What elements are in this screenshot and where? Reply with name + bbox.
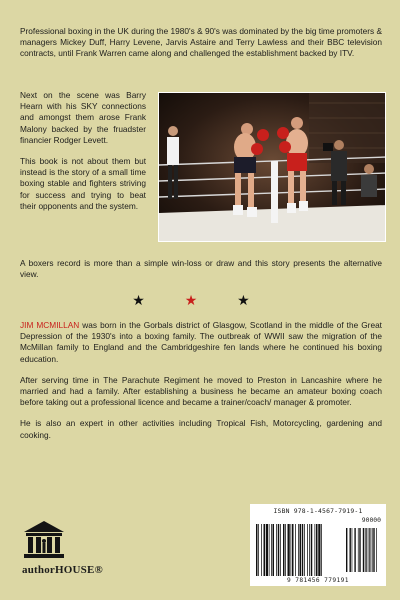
bio-paragraph-1 bbox=[20, 320, 382, 365]
column-paragraph-1: Next on the scene was Barry Hearn with his SKY connections and amongst them arose Frank Malony backed by the fruadster financier Rodger Levett. bbox=[20, 90, 146, 145]
bio-paragraph-3: He is also an expert in other activities including Tropical Fish, Motorcycling, gardening and cooking. bbox=[20, 418, 382, 440]
boxing-match-image bbox=[159, 93, 386, 242]
column-paragraph-2: This book is not about them but instead is the story of a small time boxing stable and fighters striving for success and trying to beat their opponents and the system. bbox=[20, 156, 146, 211]
record-paragraph: A boxers record is more than a simple win-loss or draw and this story presents the alternative view. bbox=[20, 258, 382, 280]
bio-paragraph-1-text: was born in the Gorbals district of Glasgow, Scotland in the middle of the Great Depression of the 1930's into a boxing family. The outbreak of WWII saw the migration of the McMillan family to England and the Cambridgeshire fen lands where he continued his boxing education. bbox=[20, 320, 382, 364]
record-text bbox=[20, 258, 382, 280]
star-icon: ★ bbox=[132, 292, 163, 308]
author-name: JIM MCMILLAN bbox=[20, 320, 80, 330]
boxing-photo bbox=[158, 92, 386, 242]
intro-text bbox=[20, 26, 382, 60]
left-column-text bbox=[20, 90, 146, 222]
barcode-bars bbox=[254, 524, 382, 584]
star-icon: ★ bbox=[184, 292, 216, 308]
star-divider bbox=[0, 293, 400, 307]
isbn-number: ISBN 978-1-4567-7919-1 bbox=[273, 507, 363, 515]
intro-paragraph: Professional boxing in the UK during the 1980's & 90's was dominated by the big time promoters & managers Mickey Duff, Harry Levene, Jarvis Astaire and Terry Lawless and their BBC television contracts, until Frank Warren came along and challenged the establishment backed by ITV. bbox=[20, 26, 382, 59]
price-code: 90000 bbox=[361, 516, 381, 524]
authorhouse-logo-icon bbox=[22, 520, 66, 560]
bio-paragraph-2: After serving time in The Parachute Regiment he moved to Preston in Lancashire where he married and had a family. After establishing a business he became an amateur boxing coach before taking out a professional licence and became a trainer/coach/ manager & promoter. bbox=[20, 374, 382, 408]
publisher-block bbox=[22, 520, 112, 580]
publisher-name: authorHOUSE® bbox=[22, 564, 103, 576]
author-bio bbox=[20, 320, 382, 451]
isbn-barcode bbox=[250, 504, 386, 586]
star-icon: ★ bbox=[237, 292, 268, 308]
barcode-digits: 9 781456 779191 bbox=[287, 577, 349, 584]
